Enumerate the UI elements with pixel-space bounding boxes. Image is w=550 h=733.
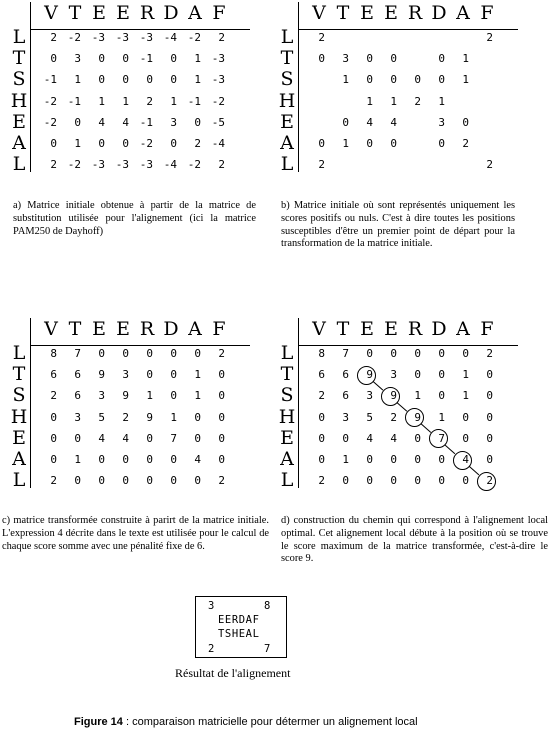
matrix-cell: 0 bbox=[170, 52, 177, 66]
matrix-cell: 0 bbox=[486, 410, 493, 424]
matrix-cell: 1 bbox=[194, 73, 201, 87]
col-header: D bbox=[163, 318, 179, 340]
matrix-cell: 0 bbox=[194, 474, 201, 488]
matrix-cell: 0 bbox=[74, 115, 81, 129]
matrix-cell: 0 bbox=[438, 368, 445, 382]
matrix-cell: -1 bbox=[139, 115, 153, 129]
matrix-cell: 8 bbox=[50, 347, 57, 360]
matrix-cell: 0 bbox=[170, 453, 177, 466]
path-circle bbox=[429, 429, 448, 448]
row-header: H bbox=[10, 89, 28, 112]
matrix-cell: 3 bbox=[98, 389, 105, 403]
row-header: H bbox=[278, 405, 296, 428]
matrix-cell: 0 bbox=[318, 431, 325, 445]
matrix-cell: -3 bbox=[91, 158, 105, 172]
matrix-cell: 0 bbox=[98, 52, 105, 66]
col-header: E bbox=[116, 2, 130, 24]
matrix-cell: 0 bbox=[366, 52, 373, 66]
matrix-cell: -2 bbox=[67, 31, 81, 44]
matrix-cell: 0 bbox=[390, 347, 397, 360]
row-header: H bbox=[10, 405, 28, 428]
col-header: A bbox=[188, 318, 202, 340]
col-header: V bbox=[44, 2, 58, 24]
matrix-cell: -2 bbox=[139, 137, 153, 150]
result-bottom-right: 7 bbox=[264, 643, 271, 655]
matrix-cell: 1 bbox=[170, 410, 177, 424]
matrix-cell: 3 bbox=[74, 52, 81, 66]
matrix-cell: -1 bbox=[67, 94, 81, 108]
row-header: L bbox=[280, 469, 294, 492]
row-header: L bbox=[12, 26, 26, 48]
matrix-d bbox=[278, 318, 518, 498]
row-header: S bbox=[280, 68, 294, 91]
matrix-cell: 4 bbox=[122, 431, 129, 445]
matrix-cell: -3 bbox=[211, 52, 225, 66]
matrix-cell: -2 bbox=[43, 115, 57, 129]
matrix-cell: 2 bbox=[414, 94, 421, 108]
matrix-cell: 4 bbox=[390, 115, 397, 129]
matrix-cell: 4 bbox=[366, 431, 373, 445]
row-header: E bbox=[12, 110, 26, 133]
matrix-cell: 0 bbox=[438, 453, 445, 466]
matrix-cell: 0 bbox=[98, 137, 105, 150]
matrix-cell: 0 bbox=[318, 410, 325, 424]
matrix-cell: 3 bbox=[74, 410, 81, 424]
matrix-cell: 7 bbox=[342, 347, 349, 360]
path-circle bbox=[357, 366, 376, 385]
matrix-cell: 4 bbox=[98, 431, 105, 445]
row-header: A bbox=[12, 448, 26, 470]
matrix-cell: -4 bbox=[163, 31, 177, 44]
matrix-cell: 0 bbox=[414, 368, 421, 382]
matrix-c bbox=[10, 318, 250, 498]
matrix-cell: 0 bbox=[342, 115, 349, 129]
col-header: F bbox=[480, 318, 494, 340]
matrix-cell: 0 bbox=[98, 347, 105, 360]
result-seq-2: TSHEAL bbox=[218, 628, 260, 640]
matrix-cell: 0 bbox=[366, 347, 373, 360]
matrix-cell: 2 bbox=[146, 94, 153, 108]
matrix-cell: 0 bbox=[462, 431, 469, 445]
matrix-cell: 1 bbox=[122, 94, 129, 108]
matrix-cell: 1 bbox=[194, 368, 201, 382]
matrix-cell: -1 bbox=[43, 73, 57, 87]
matrix-cell: 0 bbox=[414, 431, 421, 445]
col-header: R bbox=[407, 2, 423, 24]
matrix-cell: 9 bbox=[122, 389, 129, 403]
matrix-cell: 3 bbox=[366, 389, 373, 403]
matrix-cell: 2 bbox=[122, 410, 129, 424]
caption-d: d) construction du chemin qui correspond à l'alignement local optimal. Cet alignement local débute à la position où se trouve le score maximum de la matrice transformée, c'est-à-dire le score 9. bbox=[281, 515, 548, 565]
matrix-cell: 4 bbox=[366, 115, 373, 129]
row-header: S bbox=[280, 384, 294, 407]
matrix-cell: 2 bbox=[390, 410, 397, 424]
matrix-cell: 1 bbox=[438, 94, 445, 108]
row-header: T bbox=[12, 363, 26, 386]
matrix-cell: 0 bbox=[50, 431, 57, 445]
figure-caption bbox=[74, 716, 418, 728]
col-header: D bbox=[431, 318, 447, 340]
path-circle bbox=[453, 451, 472, 470]
matrix-cell: 1 bbox=[438, 410, 445, 424]
matrix-cell: -3 bbox=[139, 31, 153, 44]
matrix-cell: 7 bbox=[170, 431, 177, 445]
matrix-cell: 6 bbox=[50, 368, 57, 382]
matrix-cell: 0 bbox=[486, 368, 493, 382]
matrix-cell: 0 bbox=[98, 474, 105, 488]
matrix-cell: 0 bbox=[438, 347, 445, 360]
col-header: R bbox=[139, 318, 155, 340]
matrix-cell: -3 bbox=[91, 31, 105, 44]
col-header: E bbox=[360, 318, 374, 340]
matrix-cell: 2 bbox=[318, 389, 325, 403]
row-header: A bbox=[280, 448, 294, 470]
matrix-cell: 0 bbox=[438, 474, 445, 488]
result-bottom-left: 2 bbox=[208, 643, 215, 655]
matrix-cell: 1 bbox=[342, 453, 349, 466]
matrix-cell: 0 bbox=[50, 52, 57, 66]
matrix-cell: 0 bbox=[170, 368, 177, 382]
matrix-a bbox=[10, 2, 250, 182]
matrix-cell: 1 bbox=[342, 137, 349, 150]
col-header: E bbox=[116, 318, 130, 340]
row-header: T bbox=[12, 47, 26, 70]
matrix-cell: 0 bbox=[74, 474, 81, 488]
matrix-cell: 5 bbox=[366, 410, 373, 424]
result-seq-1: EERDAF bbox=[218, 614, 260, 626]
col-header: T bbox=[68, 2, 82, 24]
matrix-cell: 0 bbox=[194, 431, 201, 445]
matrix-cell: 4 bbox=[462, 453, 469, 466]
col-header: F bbox=[212, 2, 226, 24]
row-header: H bbox=[278, 89, 296, 112]
matrix-cell: 2 bbox=[50, 158, 57, 172]
matrix-cell: 2 bbox=[218, 158, 225, 172]
matrix-cell: 1 bbox=[74, 73, 81, 87]
col-header: A bbox=[456, 318, 470, 340]
caption-a: a) Matrice initiale obtenue à partir de la matrice de substitution utilisée pour l'alignement (ici la matrice PAM250 de Dayhoff) bbox=[13, 200, 256, 237]
matrix-cell: 0 bbox=[390, 52, 397, 66]
col-header: D bbox=[431, 2, 447, 24]
matrix-cell: -1 bbox=[187, 94, 201, 108]
row-header: S bbox=[12, 384, 26, 407]
matrix-cell: 0 bbox=[122, 52, 129, 66]
figure-label: Figure 14 bbox=[74, 716, 123, 728]
matrix-cell: 2 bbox=[318, 31, 325, 44]
matrix-cell: 6 bbox=[342, 368, 349, 382]
matrix-cell: 0 bbox=[122, 453, 129, 466]
matrix-cell: 0 bbox=[194, 115, 201, 129]
matrix-cell: 0 bbox=[146, 368, 153, 382]
alignment-result-box bbox=[195, 596, 287, 658]
path-circle bbox=[477, 472, 496, 491]
axis-horizontal bbox=[30, 345, 250, 346]
matrix-cell: 0 bbox=[50, 410, 57, 424]
matrix-cell: 1 bbox=[146, 389, 153, 403]
matrix-cell: 9 bbox=[414, 410, 421, 424]
row-header: A bbox=[280, 132, 294, 154]
matrix-cell: 0 bbox=[218, 389, 225, 403]
axis-horizontal bbox=[298, 345, 518, 346]
matrix-cell: 2 bbox=[318, 158, 325, 172]
matrix-cell: 0 bbox=[318, 137, 325, 150]
matrix-cell: 0 bbox=[366, 137, 373, 150]
caption-b: b) Matrice initiale où sont représentés uniquement les scores positifs ou nuls. C'est à dire toutes les positions susceptibles d'être un premier point de départ pour la transformation de la matrice initiale. bbox=[281, 200, 515, 250]
matrix-cell: -1 bbox=[139, 52, 153, 66]
matrix-cell: 3 bbox=[438, 115, 445, 129]
matrix-cell: 0 bbox=[462, 115, 469, 129]
col-header: V bbox=[312, 2, 326, 24]
col-header: E bbox=[384, 318, 398, 340]
matrix-cell: 0 bbox=[462, 474, 469, 488]
matrix-cell: 2 bbox=[50, 474, 57, 488]
matrix-cell: 0 bbox=[218, 453, 225, 466]
matrix-cell: 0 bbox=[50, 453, 57, 466]
matrix-cell: 0 bbox=[414, 347, 421, 360]
col-header: E bbox=[92, 2, 106, 24]
row-header: L bbox=[12, 342, 26, 364]
matrix-cell: 6 bbox=[74, 389, 81, 403]
matrix-cell: 1 bbox=[462, 73, 469, 87]
matrix-cell: 9 bbox=[390, 389, 397, 403]
matrix-cell: 3 bbox=[170, 115, 177, 129]
matrix-cell: -2 bbox=[43, 94, 57, 108]
matrix-cell: 1 bbox=[462, 52, 469, 66]
matrix-cell: 0 bbox=[194, 410, 201, 424]
matrix-cell: 1 bbox=[462, 389, 469, 403]
matrix-cell: 1 bbox=[98, 94, 105, 108]
matrix-cell: -4 bbox=[163, 158, 177, 172]
matrix-cell: 0 bbox=[146, 431, 153, 445]
matrix-cell: 5 bbox=[98, 410, 105, 424]
path-circle bbox=[405, 408, 424, 427]
matrix-cell: -3 bbox=[115, 158, 129, 172]
matrix-cell: 0 bbox=[170, 347, 177, 360]
col-header: V bbox=[312, 318, 326, 340]
matrix-cell: 9 bbox=[146, 410, 153, 424]
matrix-cell: 3 bbox=[122, 368, 129, 382]
matrix-cell: -3 bbox=[115, 31, 129, 44]
matrix-cell: 0 bbox=[342, 431, 349, 445]
matrix-cell: 0 bbox=[146, 73, 153, 87]
matrix-cell: -3 bbox=[211, 73, 225, 87]
matrix-cell: 0 bbox=[486, 431, 493, 445]
matrix-cell: 0 bbox=[462, 410, 469, 424]
matrix-cell: 0 bbox=[486, 453, 493, 466]
matrix-cell: 0 bbox=[390, 137, 397, 150]
matrix-cell: 0 bbox=[438, 52, 445, 66]
matrix-cell: 2 bbox=[218, 31, 225, 44]
matrix-cell: -5 bbox=[211, 115, 225, 129]
col-header: A bbox=[456, 2, 470, 24]
axis-horizontal bbox=[30, 29, 250, 30]
matrix-cell: 0 bbox=[218, 410, 225, 424]
matrix-cell: 3 bbox=[390, 368, 397, 382]
matrix-cell: 8 bbox=[318, 347, 325, 360]
row-header: E bbox=[12, 426, 26, 449]
result-label: Résultat de l'alignement bbox=[175, 666, 291, 680]
matrix-cell: 1 bbox=[170, 94, 177, 108]
matrix-cell: 7 bbox=[438, 431, 445, 445]
col-header: T bbox=[336, 318, 350, 340]
matrix-cell: 2 bbox=[486, 31, 493, 44]
col-header: F bbox=[212, 318, 226, 340]
matrix-cell: 9 bbox=[98, 368, 105, 382]
matrix-cell: 2 bbox=[194, 137, 201, 150]
matrix-cell: 0 bbox=[122, 73, 129, 87]
matrix-cell: 0 bbox=[438, 137, 445, 150]
col-header: T bbox=[336, 2, 350, 24]
matrix-cell: 1 bbox=[414, 389, 421, 403]
matrix-cell: 0 bbox=[462, 347, 469, 360]
matrix-cell: -4 bbox=[211, 137, 225, 150]
matrix-cell: 1 bbox=[194, 52, 201, 66]
col-header: V bbox=[44, 318, 58, 340]
caption-c: c) matrice transformée construite à parirt de la matrice initiale. L'expression 4 décrite dans le texte est utilisée pour le calcul de chaque score somme avec une pénalité fixe de 6. bbox=[2, 515, 269, 552]
matrix-cell: 2 bbox=[486, 474, 493, 488]
col-header: E bbox=[360, 2, 374, 24]
matrix-cell: 0 bbox=[218, 368, 225, 382]
matrix-cell: 1 bbox=[366, 94, 373, 108]
matrix-cell: 0 bbox=[414, 474, 421, 488]
matrix-cell: 0 bbox=[342, 474, 349, 488]
col-header: D bbox=[163, 2, 179, 24]
matrix-cell: 0 bbox=[438, 389, 445, 403]
col-header: A bbox=[188, 2, 202, 24]
matrix-cell: 0 bbox=[414, 73, 421, 87]
matrix-cell: 6 bbox=[74, 368, 81, 382]
matrix-cell: 2 bbox=[486, 347, 493, 360]
row-header: E bbox=[280, 110, 294, 133]
matrix-cell: 0 bbox=[366, 73, 373, 87]
matrix-cell: 0 bbox=[98, 453, 105, 466]
matrix-cell: 2 bbox=[218, 347, 225, 360]
col-header: R bbox=[139, 2, 155, 24]
row-header: L bbox=[12, 469, 26, 492]
row-header: L bbox=[280, 26, 294, 48]
matrix-cell: 2 bbox=[462, 137, 469, 150]
col-header: R bbox=[407, 318, 423, 340]
matrix-cell: 4 bbox=[194, 453, 201, 466]
matrix-cell: 7 bbox=[74, 347, 81, 360]
matrix-cell: 0 bbox=[486, 389, 493, 403]
matrix-cell: 0 bbox=[318, 52, 325, 66]
matrix-cell: 2 bbox=[486, 158, 493, 172]
matrix-cell: 2 bbox=[50, 389, 57, 403]
matrix-cell: 6 bbox=[318, 368, 325, 382]
matrix-cell: 4 bbox=[98, 115, 105, 129]
matrix-cell: 1 bbox=[194, 389, 201, 403]
matrix-cell: 0 bbox=[414, 453, 421, 466]
matrix-cell: 0 bbox=[390, 474, 397, 488]
matrix-cell: 0 bbox=[50, 137, 57, 150]
row-header: L bbox=[12, 153, 26, 176]
matrix-cell: 0 bbox=[146, 453, 153, 466]
matrix-cell: 0 bbox=[194, 347, 201, 360]
col-header: E bbox=[384, 2, 398, 24]
matrix-cell: 2 bbox=[218, 474, 225, 488]
matrix-cell: 0 bbox=[318, 453, 325, 466]
result-top-right: 8 bbox=[264, 600, 271, 612]
matrix-cell: 1 bbox=[390, 94, 397, 108]
matrix-cell: 0 bbox=[366, 453, 373, 466]
matrix-cell: 0 bbox=[170, 137, 177, 150]
matrix-cell: -2 bbox=[187, 31, 201, 44]
matrix-cell: 2 bbox=[318, 474, 325, 488]
matrix-cell: 0 bbox=[146, 347, 153, 360]
result-top-left: 3 bbox=[208, 600, 215, 612]
matrix-cell: 0 bbox=[390, 73, 397, 87]
path-circle bbox=[381, 387, 400, 406]
row-header: L bbox=[280, 342, 294, 364]
matrix-cell: 3 bbox=[342, 52, 349, 66]
matrix-cell: 4 bbox=[122, 115, 129, 129]
matrix-cell: 3 bbox=[342, 410, 349, 424]
axis-horizontal bbox=[298, 29, 518, 30]
matrix-cell: 1 bbox=[74, 137, 81, 150]
matrix-cell: 0 bbox=[170, 389, 177, 403]
row-header: T bbox=[280, 363, 294, 386]
row-header: E bbox=[280, 426, 294, 449]
matrix-cell: 0 bbox=[74, 431, 81, 445]
matrix-cell: 0 bbox=[390, 453, 397, 466]
matrix-cell: 6 bbox=[342, 389, 349, 403]
matrix-cell: 0 bbox=[438, 73, 445, 87]
matrix-cell: 0 bbox=[366, 474, 373, 488]
matrix-cell: 0 bbox=[170, 474, 177, 488]
matrix-cell: 0 bbox=[98, 73, 105, 87]
col-header: F bbox=[480, 2, 494, 24]
matrix-cell: 2 bbox=[50, 31, 57, 44]
matrix-cell: 9 bbox=[366, 368, 373, 382]
matrix-cell: 0 bbox=[170, 73, 177, 87]
col-header: E bbox=[92, 318, 106, 340]
matrix-b bbox=[278, 2, 518, 182]
matrix-cell: 0 bbox=[122, 474, 129, 488]
matrix-cell: -2 bbox=[67, 158, 81, 172]
matrix-cell: 0 bbox=[122, 137, 129, 150]
matrix-cell: 0 bbox=[218, 431, 225, 445]
matrix-cell: 4 bbox=[390, 431, 397, 445]
matrix-cell: 1 bbox=[342, 73, 349, 87]
matrix-cell: 1 bbox=[74, 453, 81, 466]
col-header: T bbox=[68, 318, 82, 340]
matrix-cell: 0 bbox=[122, 347, 129, 360]
matrix-cell: 1 bbox=[462, 368, 469, 382]
matrix-cell: -3 bbox=[139, 158, 153, 172]
row-header: S bbox=[12, 68, 26, 91]
figure-text: : comparaison matricielle pour détermer un alignement local bbox=[122, 716, 418, 728]
row-header: L bbox=[280, 153, 294, 176]
matrix-cell: -2 bbox=[187, 158, 201, 172]
matrix-cell: 0 bbox=[146, 474, 153, 488]
row-header: A bbox=[12, 132, 26, 154]
matrix-cell: -2 bbox=[211, 94, 225, 108]
row-header: T bbox=[280, 47, 294, 70]
